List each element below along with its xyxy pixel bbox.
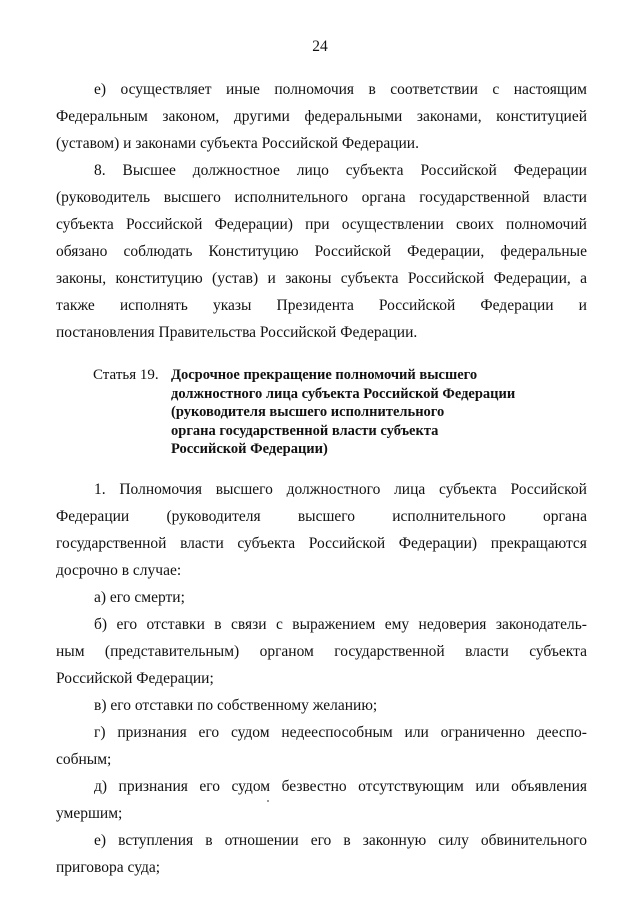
word: с [275,616,283,633]
word: его [116,616,138,633]
paragraph-line [56,534,587,554]
word: признания [118,778,188,795]
word: субъекта [345,162,404,179]
word: Российской [308,535,386,552]
article-title-line: (руководителя высшего исполнительного [171,404,445,420]
word: отношении [224,832,299,849]
word: с [492,81,500,98]
paragraph-line [56,296,587,316]
scan-speck [267,800,269,802]
article-number: Статья 19. [93,367,159,383]
word: должностного [286,481,381,498]
word: и [267,270,276,287]
paragraph-line: (уставом) и законами субъекта Российской Федерации. [56,135,419,152]
word: Федеральным [56,108,148,125]
word: власти [465,643,509,660]
word: Федерации, [407,243,485,260]
word: Российской [420,162,497,179]
article-title-line: Досрочное прекращение полномочий высшего [171,367,478,383]
list-item-line: приговора суда; [56,859,161,876]
word: субъекта [56,216,114,233]
word: также [56,297,95,314]
article-title-line: органа государственной власти субъекта [171,422,439,439]
word: ему [384,616,410,633]
word: органа [361,189,406,206]
word: субъекта [529,643,587,660]
word: должностное [192,162,280,179]
word: судом [231,778,271,795]
word: в [343,832,351,849]
word: недееспособным [281,724,393,741]
word: законодатель- [495,616,587,633]
word: субъекта [340,270,399,287]
word: органом [259,643,314,660]
word: своих [455,216,494,233]
word: осуществлении [341,216,444,233]
word: обвинительного [480,832,587,849]
word: г) [94,724,106,741]
word: государственной [56,535,167,552]
word: (устав) [212,270,259,287]
list-item-line: собным; [56,751,112,768]
word: (руководитель [56,189,151,206]
word: законами, [416,108,482,125]
word: осуществляет [120,81,212,98]
word: его [310,832,332,849]
word: федеральные [500,243,587,260]
word: законом, [162,108,220,125]
word: указы [212,297,252,314]
word: Конституцию [208,243,299,260]
word: Федерации) [214,216,293,233]
word: судом [230,724,270,741]
word: законы [285,270,332,287]
list-item-line [94,615,587,635]
word: недоверия [418,616,487,633]
word: б) [94,616,108,633]
paragraph-line [56,215,587,235]
word: другими [233,108,290,125]
word: связи [231,616,267,633]
word: Российской [126,216,203,233]
paragraph-line [94,161,587,181]
article-title-line: Российской Федерации) [171,441,328,457]
word: или [475,778,500,795]
article-title-line: должностного лица субъекта Российской Федерации [171,385,516,402]
word: или [404,724,429,741]
word: силу [438,832,469,849]
list-item-line [94,723,587,743]
list-item-line [56,642,587,662]
word: лицо [296,162,329,179]
word: Федерации) [398,535,478,552]
paragraph-line [56,507,587,527]
word: отставки [146,616,205,633]
paragraph-line: постановления Правительства Российской Федерации. [56,324,418,341]
list-item-line: Российской Федерации; [56,670,214,687]
word: лица [394,481,426,498]
word: высшего [215,481,273,498]
word: е) [94,81,107,98]
word: настоящим [513,81,587,98]
word: Федерации [56,508,130,525]
word: органа [543,508,587,525]
word: законы, [56,270,107,287]
word: обязано [56,243,108,260]
word: Федерации, [493,270,571,287]
word: Высшее [122,162,176,179]
word: (представительным) [104,643,240,660]
word: д) [94,778,108,795]
list-item: в) его отставки по собственному желанию; [94,697,378,714]
word: субъекта [237,535,296,552]
word: соблюдать [123,243,193,260]
paragraph-line [56,188,587,208]
word: его [199,778,220,795]
word: 1. [94,481,106,498]
word: законную [362,832,427,849]
word: полномочия [274,81,355,98]
word: конституцией [496,108,587,125]
paragraph-line [56,242,587,262]
article-title [171,366,515,459]
word: (руководителя [166,508,261,525]
paragraph-line [94,480,587,500]
list-item: а) его смерти; [94,589,185,606]
word: отсутствующим [358,778,464,795]
paragraph-line [94,80,587,100]
paragraph-line [56,269,587,289]
word: ограниченно [440,724,526,741]
word: в [205,832,213,849]
word: Президента [276,297,354,314]
word: признания [117,724,187,741]
word: государственной [334,643,445,660]
word: власти [180,535,224,552]
word: исполнительного [234,189,349,206]
word: е) [94,832,107,849]
word: конституцию [115,270,203,287]
word: 8. [94,162,106,179]
word: высшего [297,508,355,525]
list-item-line [94,777,587,797]
word: иные [226,81,260,98]
word: дееспо- [536,724,587,741]
word: выражением [292,616,376,633]
word: ным [56,643,85,660]
word: объявления [511,778,587,795]
word: и [578,297,587,314]
word: при [305,216,330,233]
page-number: 24 [312,38,328,55]
word: а [580,270,587,287]
list-item-line: умершим; [56,805,123,822]
word: субъекта [439,481,497,498]
word: Российской [407,270,485,287]
word: Федерации [513,162,587,179]
word: в [368,81,376,98]
word: Федерации [480,297,554,314]
word: высшего [163,189,221,206]
word: исполнительного [392,508,506,525]
word: прекращаются [490,535,587,552]
word: исполнять [119,297,188,314]
word: власти [543,189,587,206]
word: государственной [419,189,530,206]
word: соответствии [390,81,478,98]
list-item-line [94,831,587,851]
word: безвестно [281,778,347,795]
word: федеральными [304,108,403,125]
paragraph-line: досрочно в случае: [56,562,182,579]
paragraph-line [56,107,587,127]
word: Российской [314,243,392,260]
word: в [214,616,222,633]
word: полномочий [506,216,587,233]
word: Российской [378,297,456,314]
word: Российской [510,481,587,498]
word: вступления [118,832,194,849]
word: его [198,724,220,741]
word: Полномочия [119,481,202,498]
